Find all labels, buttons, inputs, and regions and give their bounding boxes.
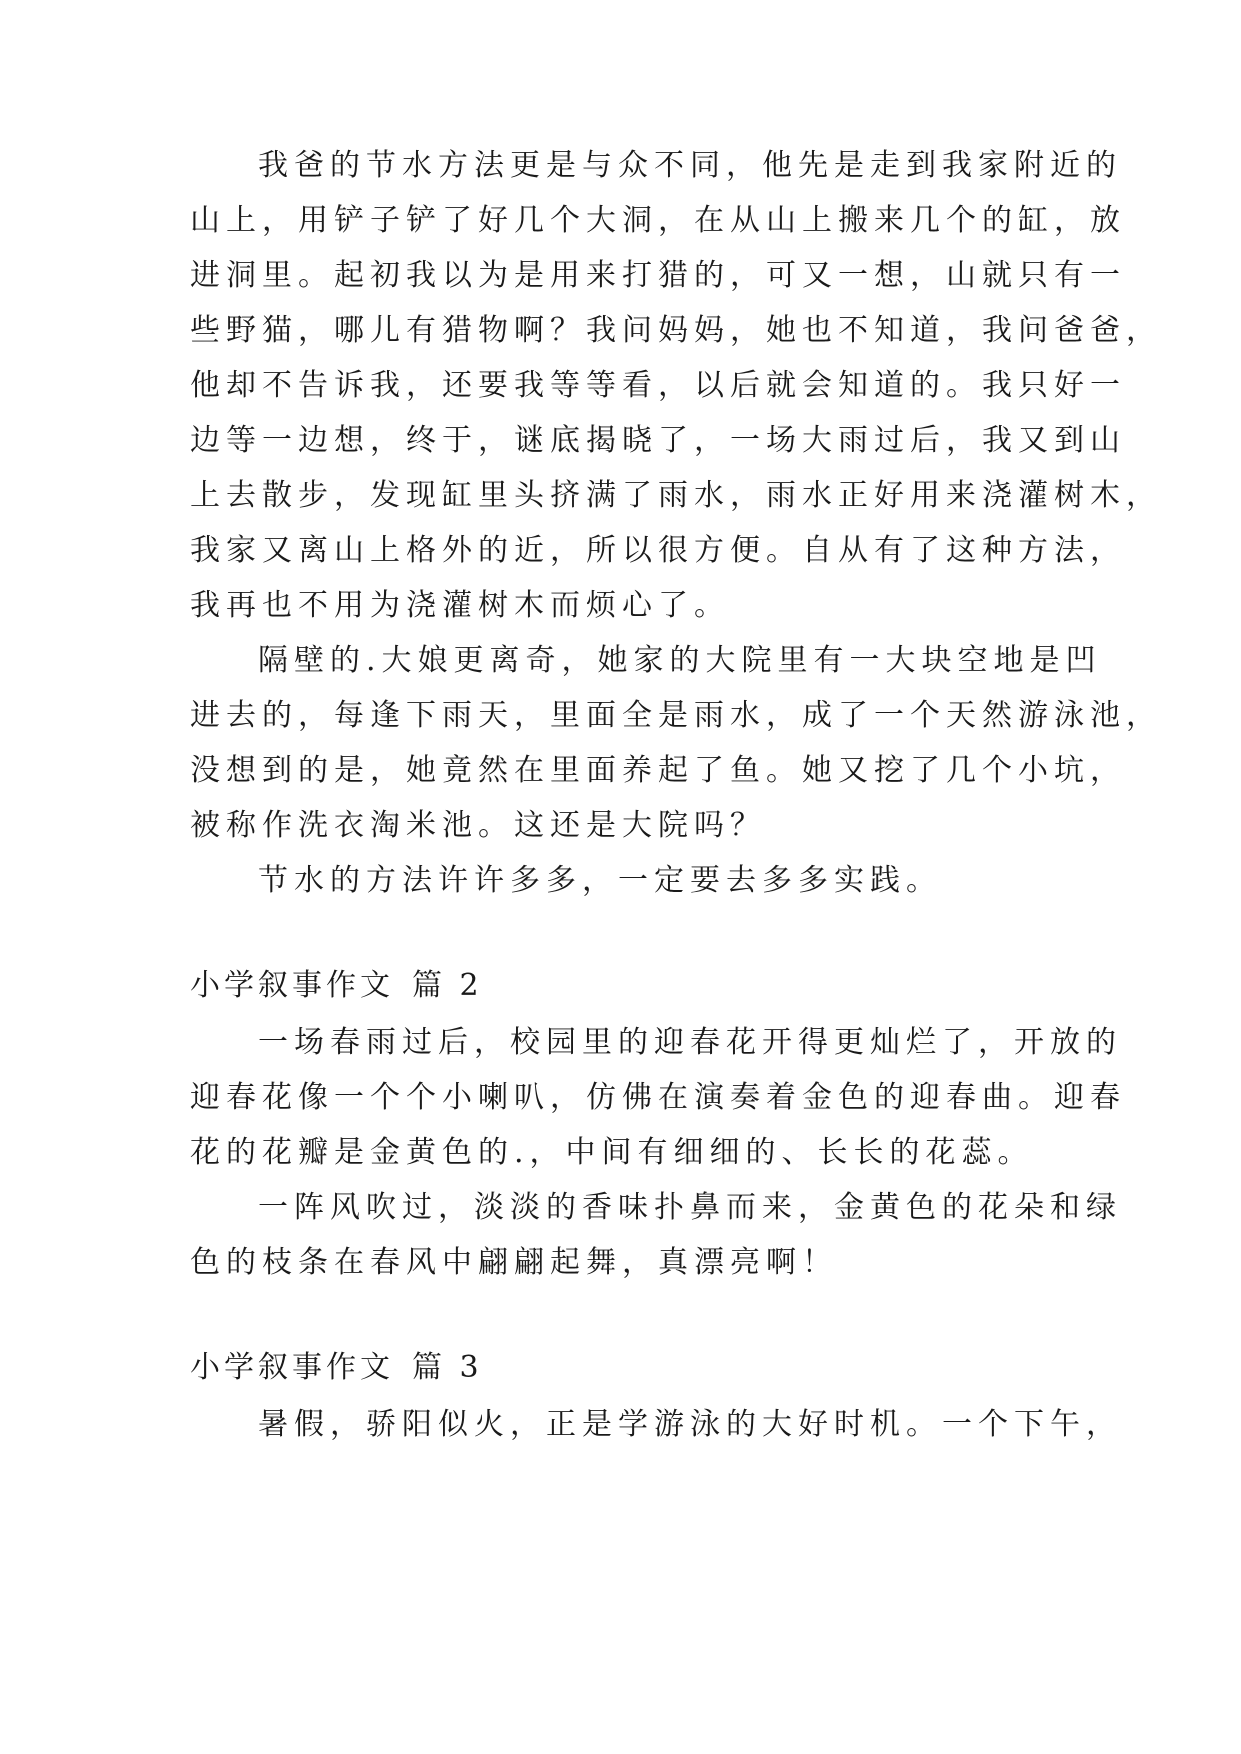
section-title: 小学叙事作文 [190,1350,394,1385]
paragraph-line: 我爸的节水方法更是与众不同，他先是走到我家附近的 [258,148,1122,183]
paragraph-line: 上去散步，发现缸里头挤满了雨水，雨水正好用来浇灌树木， [190,478,1162,513]
section-title: 小学叙事作文 [190,968,394,1003]
section-heading [190,1348,483,1388]
paragraph-line: 隔壁的.大娘更离奇，她家的大院里有一大块空地是凹 [258,643,1102,678]
paragraph-line: 进去的，每逢下雨天，里面全是雨水，成了一个天然游泳池， [190,698,1162,733]
section-number: 篇 3 [412,1350,483,1385]
paragraph-line: 一阵风吹过，淡淡的香味扑鼻而来，金黄色的花朵和绿 [258,1190,1122,1225]
paragraph-line: 山上，用铲子铲了好几个大洞，在从山上搬来几个的缸，放 [190,203,1126,238]
paragraph-line: 没想到的是，她竟然在里面养起了鱼。她又挖了几个小坑， [190,753,1126,788]
paragraph-line: 节水的方法许许多多，一定要去多多实践。 [258,863,942,898]
paragraph-line: 花的花瓣是金黄色的.，中间有细细的、长长的花蕊。 [190,1135,1034,1170]
paragraph-line: 他却不告诉我，还要我等等看，以后就会知道的。我只好一 [190,368,1126,403]
paragraph-line: 我家又离山上格外的近，所以很方便。自从有了这种方法， [190,533,1126,568]
paragraph-line: 一场春雨过后，校园里的迎春花开得更灿烂了，开放的 [258,1025,1122,1060]
paragraph-line: 进洞里。起初我以为是用来打猎的，可又一想，山就只有一 [190,258,1126,293]
paragraph-line: 迎春花像一个个小喇叭，仿佛在演奏着金色的迎春曲。迎春 [190,1080,1126,1115]
paragraph-line: 些野猫，哪儿有猎物啊？我问妈妈，她也不知道，我问爸爸， [190,313,1162,348]
paragraph-line: 边等一边想，终于，谜底揭晓了，一场大雨过后，我又到山 [190,423,1126,458]
paragraph-line: 我再也不用为浇灌树木而烦心了。 [190,588,730,623]
paragraph-line: 色的枝条在春风中翩翩起舞，真漂亮啊！ [190,1245,838,1280]
section-number: 篇 2 [412,968,483,1003]
section-heading [190,966,483,1006]
paragraph-line: 被称作洗衣淘米池。这还是大院吗？ [190,808,766,843]
paragraph-line: 暑假，骄阳似火，正是学游泳的大好时机。一个下午， [258,1407,1122,1442]
